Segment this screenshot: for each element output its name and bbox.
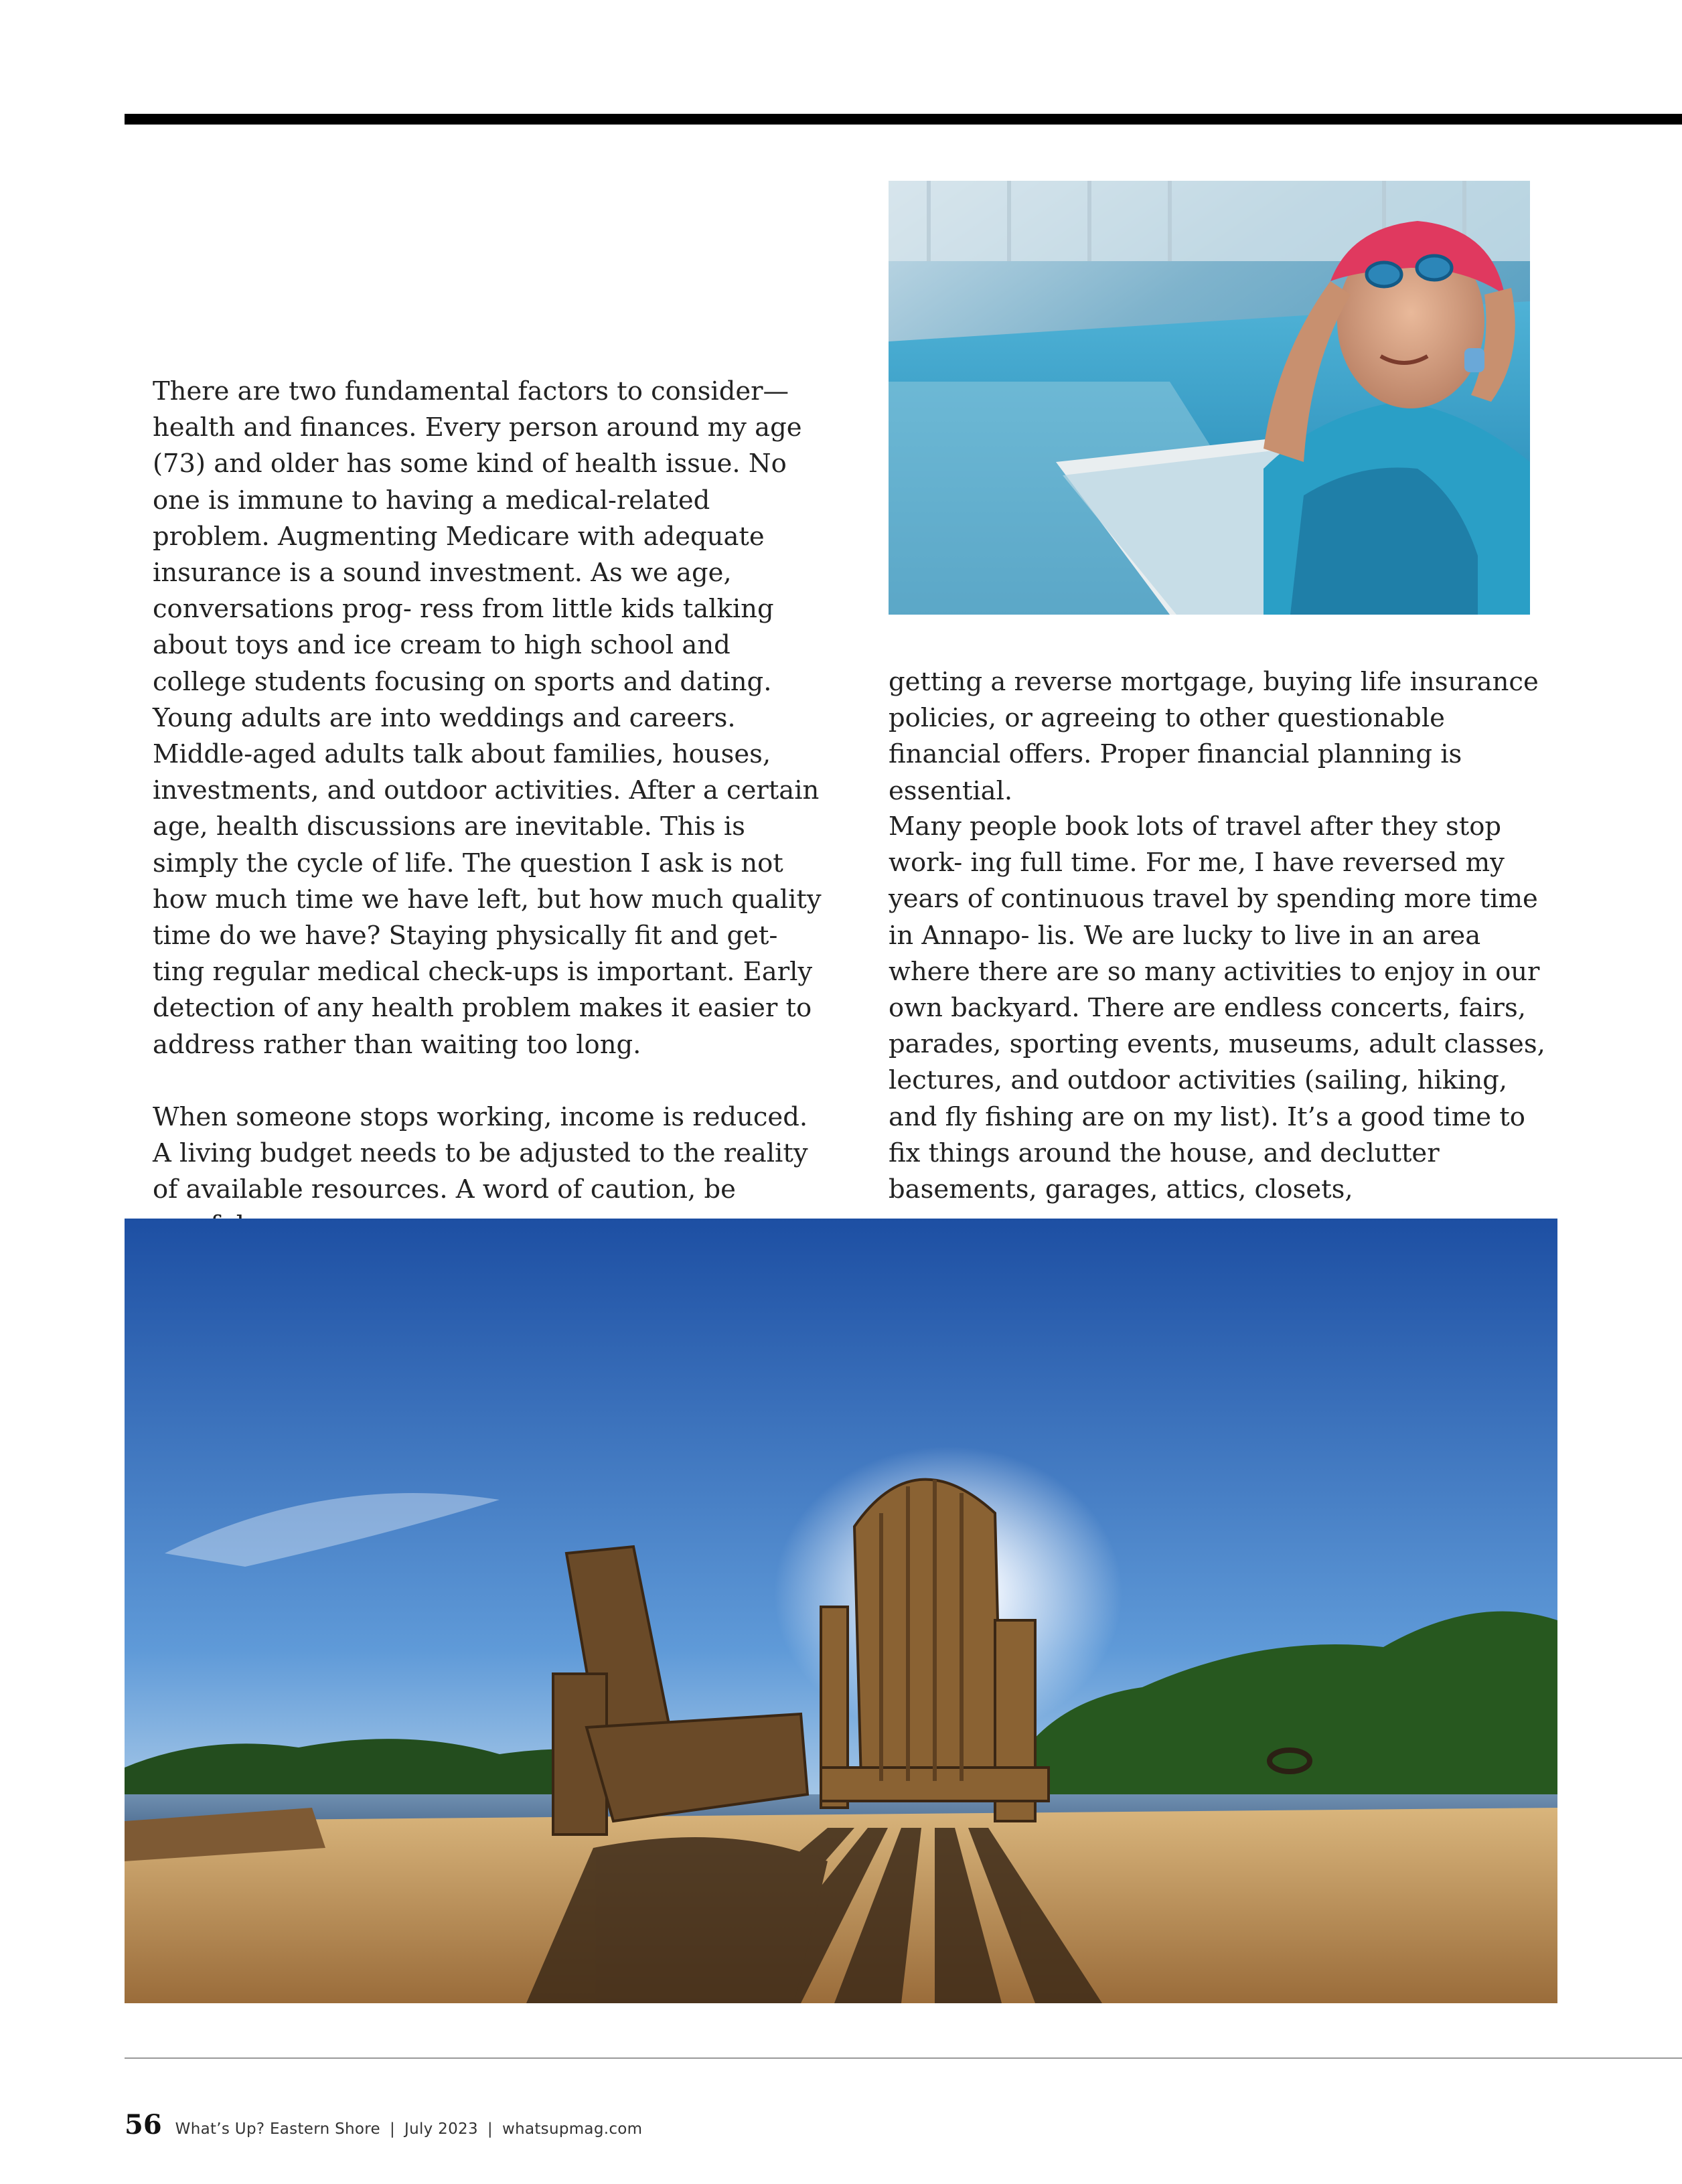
dock-chairs-photo [125,1219,1557,2003]
paragraph-health-finances: There are two fundamental factors to consider— health and finances. Every person around my age (73) and older has some kind of health issue. No one is immune to having a medical-related problem. Augmenting Medicare with adequate insurance is a sound investment. As we age, conversations prog- ress from little kids talking about toys and ice cream to high school and college students focusing on sports and dating. Young adults are into weddings and careers. Middle-aged adults talk about families, houses, investments, and outdoor activities. After a certain age, health discussions are inevitable. This is simply the cycle of life. The question I ask is not how much time we have left, but how much quality time do we have? Staying physically fit and get- ting regular medical check-ups is important. Early detection of any health problem makes it easier to address rather than waiting too long. [153,376,822,1060]
issue-date: July 2023 [404,2120,478,2138]
article-right-column-bottom [889,809,1551,1208]
top-rule [125,114,1682,125]
article-left-column [153,374,829,1245]
website-link[interactable]: whatsupmag.com [502,2120,643,2138]
footer-rule [125,2057,1682,2059]
swimmer-photo [889,181,1530,615]
publication-name: What’s Up? Eastern Shore [175,2120,380,2138]
page-footer [125,2109,642,2142]
paragraph-reverse-mortgage: getting a reverse mortgage, buying life insurance policies, or agreeing to other questionable financial offers. Proper financial planning is essential. [889,667,1539,806]
page-number: 56 [125,2109,162,2140]
paragraph-income: When someone stops working, income is reduced. A living budget needs to be adjusted to the reality of available resources. A word of caution, be [153,1101,808,1205]
footer-separator: | [389,2120,395,2138]
footer-separator: | [487,2120,493,2138]
article-right-column-top [889,664,1551,809]
paragraph-travel: Many people book lots of travel after they stop work- ing full time. For me, I have reversed my years of continuous travel by spending more time in Annapo- lis. We are lucky to live in an area where there are so many activities to enjoy in our own backyard. There are endless concerts, fairs, parades, sporting events, museums, adult classes, lectures, and outdoor activities (sailing, hiking, and fly fishing are on my list). It’s a good time to fix things around the house, and declutter basements, garages, attics, closets, [889,811,1545,1205]
